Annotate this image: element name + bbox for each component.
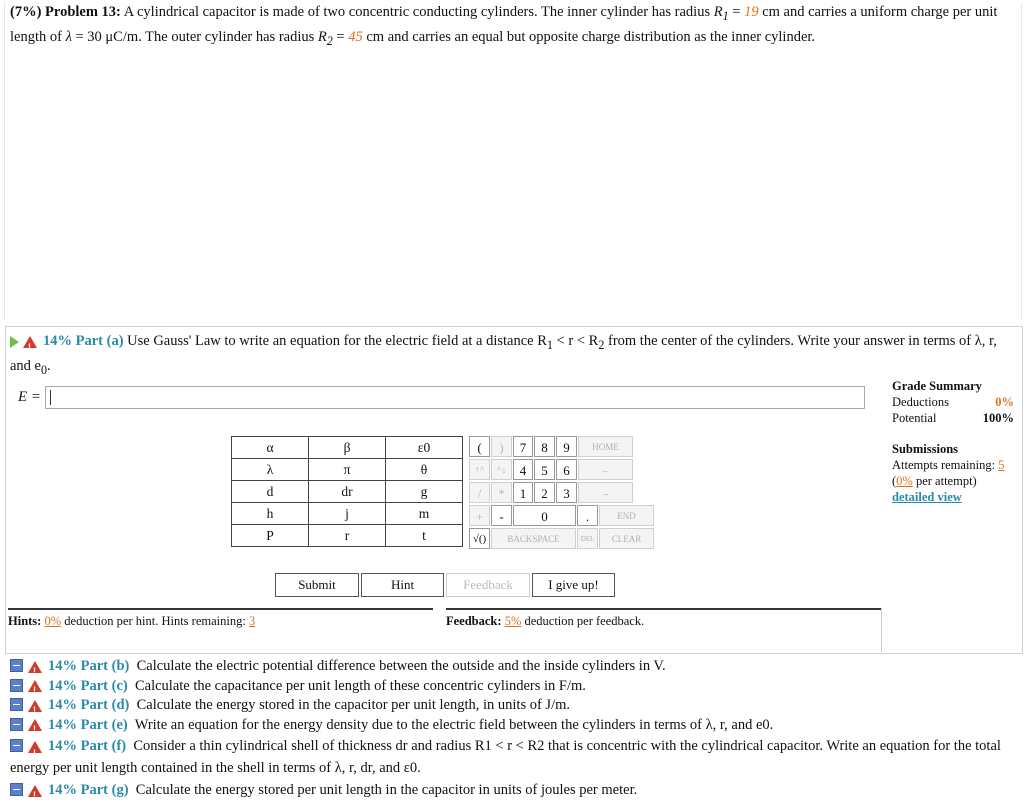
part-a-text: < r < R xyxy=(552,333,599,349)
submissions-panel xyxy=(892,441,1020,505)
key-dot[interactable]: . xyxy=(577,505,598,526)
deductions-label: Deductions xyxy=(892,395,949,409)
part-item[interactable] xyxy=(10,677,1022,697)
sub: 1 xyxy=(546,337,553,352)
feedback-text: deduction per feedback. xyxy=(521,614,645,628)
collapse-icon[interactable] xyxy=(10,783,23,796)
part-text: Consider a thin cylindrical shell of thickness dr and radius R1 < r < R2 that is concentric with the cylindrical capacitor. Write an equation for the total energy per unit length contained in the shell in terms of λ, r, dr, and ε0. xyxy=(10,738,1001,776)
expand-triangle-icon[interactable] xyxy=(10,336,19,348)
symbol-m[interactable]: m xyxy=(386,503,463,525)
feedback-pct: 5% xyxy=(504,614,522,628)
collapse-icon[interactable] xyxy=(10,718,23,731)
problem-statement xyxy=(10,2,1010,52)
warning-icon xyxy=(28,661,42,673)
other-parts-list xyxy=(10,657,1022,801)
paren: ( xyxy=(892,474,897,488)
hints-remaining: 3 xyxy=(248,614,256,628)
key-left-arrow[interactable]: ← xyxy=(578,459,633,480)
symbol-g[interactable]: g xyxy=(386,481,463,503)
key-9[interactable]: 9 xyxy=(556,436,577,457)
part-text: Calculate the electric potential difference between the outside and the inside cylinders in V. xyxy=(136,658,666,674)
part-item[interactable] xyxy=(10,716,1022,736)
submissions-title: Submissions xyxy=(892,442,959,456)
answer-input[interactable] xyxy=(45,386,865,409)
feedback-button[interactable]: Feedback xyxy=(446,573,530,597)
part-item[interactable] xyxy=(10,696,1022,716)
attempts-remaining: 5 xyxy=(998,458,1005,472)
part-a-text: Use Gauss' Law to write an equation for the electric field at a distance R xyxy=(127,333,547,349)
potential-label: Potential xyxy=(892,411,937,425)
part-a-label: 14% Part (a) xyxy=(43,333,124,349)
r1-subscript: 1 xyxy=(722,8,729,23)
part-text: Write an equation for the energy density due to the electric field between the cylinders in terms of λ, r, and e0. xyxy=(134,716,774,733)
potential-value: 100% xyxy=(982,411,1014,425)
part-a-text: from the center of the cylinders. Write your answer in terms of λ, r, and e xyxy=(10,333,997,374)
symbol-lambda[interactable]: λ xyxy=(232,459,309,481)
key-down-arrow[interactable]: ^↓ xyxy=(491,459,512,480)
sub: 2 xyxy=(598,337,605,352)
problem-text: cm and carries a uniform charge per unit length of xyxy=(10,4,998,45)
symbol-dr[interactable]: dr xyxy=(309,481,386,503)
symbol-t[interactable]: t xyxy=(386,525,463,547)
hints-text: deduction per hint. Hints remaining: xyxy=(61,614,249,628)
part-item[interactable] xyxy=(10,735,1022,779)
lambda-symbol: λ xyxy=(65,28,72,45)
part-label: 14% Part (e) xyxy=(48,716,128,733)
submit-button[interactable]: Submit xyxy=(275,573,359,597)
collapse-icon[interactable] xyxy=(10,659,23,672)
symbol-alpha[interactable]: α xyxy=(232,437,309,459)
key-7[interactable]: 7 xyxy=(513,436,533,457)
part-label: 14% Part (g) xyxy=(48,782,129,798)
key-6[interactable]: 6 xyxy=(556,459,577,480)
key-2[interactable]: 2 xyxy=(534,482,555,503)
symbol-pi[interactable]: π xyxy=(309,459,386,481)
part-label: 14% Part (b) xyxy=(48,658,130,674)
key-multiply[interactable]: * xyxy=(491,482,512,503)
key-open-paren[interactable]: ( xyxy=(469,436,490,457)
part-label: 14% Part (c) xyxy=(48,677,128,694)
hints-label: Hints: xyxy=(8,614,42,628)
grade-summary-title: Grade Summary xyxy=(892,379,982,393)
key-3[interactable]: 3 xyxy=(556,482,577,503)
warning-icon xyxy=(28,741,42,753)
equals: = xyxy=(728,4,745,20)
per-attempt-label: per attempt) xyxy=(912,474,977,488)
part-text: Calculate the energy stored per unit length in the capacitor in units of joules per meter. xyxy=(135,782,638,798)
symbol-theta[interactable]: θ xyxy=(386,459,463,481)
part-a-text: . xyxy=(47,357,51,374)
r2-symbol: R xyxy=(317,28,327,45)
warning-icon xyxy=(28,785,42,797)
warning-icon xyxy=(28,700,42,712)
warning-icon xyxy=(28,680,42,692)
problem-text: A cylindrical capacitor is made of two concentric conducting cylinders. The inner cylinder has radius xyxy=(123,4,714,20)
feedback-bar xyxy=(446,608,881,629)
key-home[interactable]: HOME xyxy=(578,436,633,457)
key-close-paren[interactable]: ) xyxy=(491,436,512,457)
key-4[interactable]: 4 xyxy=(513,459,533,480)
part-label: 14% Part (f) xyxy=(48,738,127,754)
symbol-r[interactable]: r xyxy=(309,525,386,547)
symbol-beta[interactable]: β xyxy=(309,437,386,459)
key-minus[interactable]: - xyxy=(491,505,512,526)
r2-subscript: 2 xyxy=(326,33,333,48)
key-divide[interactable]: / xyxy=(469,482,490,503)
text-caret xyxy=(50,390,51,405)
attempts-label: Attempts remaining: xyxy=(892,458,999,472)
divider xyxy=(881,608,882,652)
symbol-j[interactable]: j xyxy=(309,503,386,525)
warning-icon xyxy=(23,336,37,348)
answer-label: E = xyxy=(18,389,42,405)
r2-value: 45 xyxy=(348,28,363,45)
part-text: Calculate the energy stored in the capacitor per unit length, in units of J/m. xyxy=(136,697,571,713)
key-up-arrow[interactable]: ↑^ xyxy=(469,459,490,480)
grade-summary xyxy=(892,378,1014,426)
part-label: 14% Part (d) xyxy=(48,697,130,713)
symbol-h[interactable]: h xyxy=(232,503,309,525)
part-text: Calculate the capacitance per unit length of these concentric cylinders in F/m. xyxy=(134,677,586,694)
key-5[interactable]: 5 xyxy=(534,459,555,480)
hints-bar xyxy=(8,608,433,629)
key-8[interactable]: 8 xyxy=(534,436,555,457)
collapse-icon[interactable] xyxy=(10,698,23,711)
part-item[interactable] xyxy=(10,657,1022,677)
key-clear[interactable]: CLEAR xyxy=(599,528,654,549)
give-up-button[interactable]: I give up! xyxy=(532,573,615,597)
symbol-d[interactable]: d xyxy=(232,481,309,503)
key-sqrt[interactable]: √() xyxy=(469,528,490,549)
feedback-label: Feedback: xyxy=(446,614,502,628)
key-1[interactable]: 1 xyxy=(513,482,533,503)
hints-pct: 0% xyxy=(44,614,62,628)
problem-text: = 30 μC/m. The outer cylinder has radius xyxy=(71,28,318,45)
equals: = xyxy=(332,28,349,45)
warning-icon xyxy=(28,719,42,731)
key-backspace[interactable]: BACKSPACE xyxy=(491,528,576,549)
problem-text: cm and carries an equal but opposite charge distribution as the inner cylinder. xyxy=(362,28,816,45)
part-a-header xyxy=(10,331,1010,381)
collapse-icon[interactable] xyxy=(10,739,23,752)
detailed-view-link[interactable]: detailed view xyxy=(892,490,962,504)
per-attempt-pct: 0% xyxy=(896,474,913,488)
hint-button[interactable]: Hint xyxy=(361,573,444,597)
symbol-palette xyxy=(231,436,463,547)
r1-symbol: R xyxy=(713,4,723,20)
key-del[interactable]: DEL xyxy=(577,528,598,549)
r1-value: 19 xyxy=(744,4,759,20)
key-plus[interactable]: + xyxy=(469,505,490,526)
key-right-arrow[interactable]: → xyxy=(578,482,633,503)
deductions-value: 0% xyxy=(995,395,1014,409)
key-0[interactable]: 0 xyxy=(513,505,576,526)
symbol-p[interactable]: P xyxy=(232,525,309,547)
sub: 0 xyxy=(41,362,48,377)
part-item[interactable] xyxy=(10,781,1022,801)
collapse-icon[interactable] xyxy=(10,679,23,692)
problem-label: (7%) Problem 13: xyxy=(10,4,121,20)
key-end[interactable]: END xyxy=(599,505,654,526)
symbol-epsilon0[interactable]: ε0 xyxy=(386,437,463,459)
keypad xyxy=(469,436,655,551)
